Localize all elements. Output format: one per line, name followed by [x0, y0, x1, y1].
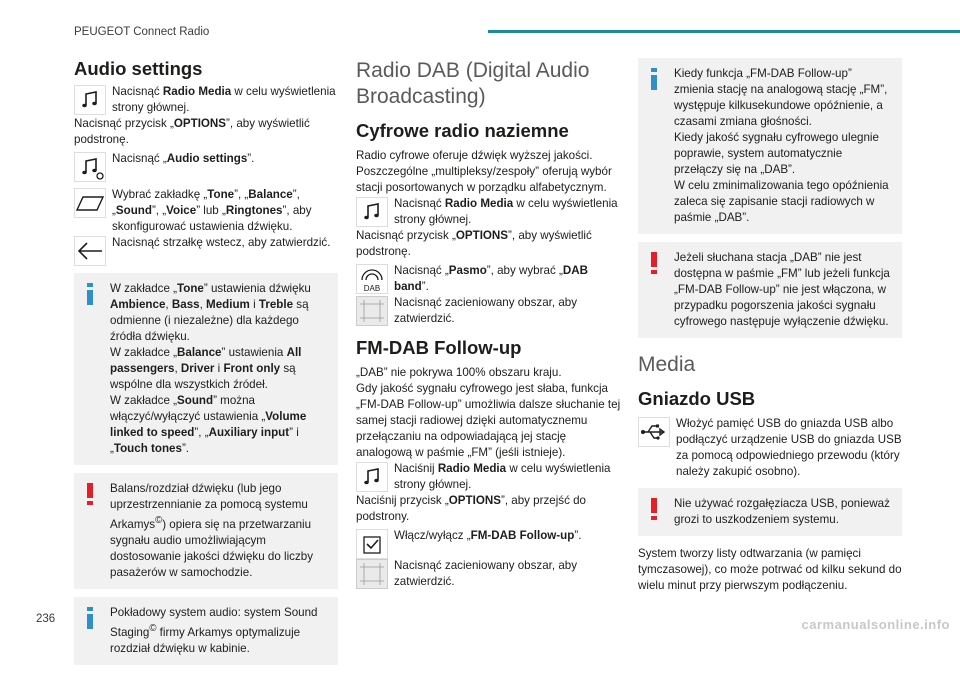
step-select-tab: Wybrać zakładkę „Tone”, „Balance”, „Sound”, „Voice” lub „Ringtones”, aby skonfigurować ustawienia dźwięku. — [74, 187, 338, 235]
step-radio-media: Nacisnąć Radio Media w celu wyświetlenia strony głównej. — [74, 84, 338, 116]
music-note-icon — [74, 85, 106, 115]
checkbox-icon — [356, 529, 388, 559]
shaded-area-icon — [356, 559, 388, 589]
page-number: 236 — [36, 613, 56, 625]
info-icon — [84, 607, 98, 629]
usb-icon — [638, 417, 670, 447]
step-band: DAB Nacisnąć „Pasmo”, aby wybrać „DAB band”. — [356, 263, 622, 295]
music-note-icon — [356, 197, 388, 227]
svg-text:DAB: DAB — [363, 284, 381, 293]
section-title-radio-dab: Radio DAB (Digital Audio Broadcasting) — [356, 59, 590, 108]
running-header: PEUGEOT Connect Radio — [74, 26, 210, 38]
info-note-fm-dab: Kiedy funkcja „FM-DAB Follow-up” zmienia stację na analogową stację „FM”, występuje kilkusekundowe opóźnienie, a czasami zmiana głośności. Kiedy jakość sygnału cyfrowego ulegnie poprawie, system automatycznie przełączy się na „DAB”. W celu zminimalizowania tego opóźnienia zaleca się zapisanie stacji radiowych w paśmie „DAB”. — [638, 58, 902, 234]
step-toggle-fm-dab: Włącz/wyłącz „FM-DAB Follow-up”. — [356, 528, 622, 558]
warning-note-usb-hub: Nie używać rozgałęziacza USB, ponieważ grozi to uszkodzeniem systemu. — [638, 488, 902, 536]
header-accent-bar — [488, 30, 960, 33]
step-confirm-2: Nacisnąć zacieniowany obszar, aby zatwierdzić. — [356, 558, 622, 590]
step-back-arrow: Nacisnąć strzałkę wstecz, aby zatwierdzić. — [74, 235, 338, 265]
shaded-area-icon — [356, 296, 388, 326]
back-arrow-icon — [74, 236, 106, 266]
warning-icon — [648, 252, 662, 274]
step-confirm: Nacisnąć zacieniowany obszar, aby zatwierdzić. — [356, 295, 622, 327]
subsection-title-fm-dab: FM-DAB Follow-up — [356, 337, 522, 358]
warning-icon — [648, 498, 662, 520]
step-radio-media-2: Naciśnij Radio Media w celu wyświetlenia strony głównej. — [356, 461, 622, 493]
dab-radio-icon — [356, 264, 388, 294]
section-title-audio-settings: Audio settings — [74, 58, 203, 79]
subsection-title-digital-radio: Cyfrowe radio naziemne — [356, 120, 569, 141]
step-audio-settings: Nacisnąć „Audio settings”. — [74, 151, 338, 181]
tab-icon — [74, 188, 106, 218]
info-note-sound-staging: Pokładowy system audio: system Sound Staging© firmy Arkamys optymalizuje rozdział dźwięku w kabinie. — [74, 597, 338, 665]
section-title-media: Media — [638, 353, 696, 376]
column-audio-settings: Audio settings Nacisnąć Radio Media w celu wyświetlenia strony głównej. Nacisnąć przycisk „OPTIONS”, aby wyświetlić podstronę. Nacisnąć „Audio settings”. Wybrać zakładkę „Tone”, „Balance”, „Sound”, „Voice” lub „Ringtones”, aby skonfigurować ustawienia dźwięku. Nacisnąć strzałkę wstecz, aby zatwierdzić. W zakładce „Tone” ustawienia dźwięku Ambience, Bass, Medium i Treble są odmienne (i niezależne) dla każdego źródła dźwięku. W zakładce „Balance” ustawienia All passengers, Driver i Front only są wspólne dla wszystkich źródeł. W zakładce „Sound” można włączyć/wyłączyć ustawienia „Volume linked to speed”, „Auxiliary input” i „Touch tones”. Balans/rozdział dźwięku (lub jego uprzestrzennianie za pomocą systemu Arkamys©) opiera się na przetwarzaniu sygnału audio umożliwiającym dostosowanie jakości dźwięku do liczby pasażerów w samochodzie. Pokładowy system audio: system Sound Staging© firmy Arkamys optymalizuje rozdział dźwięku w kabinie. — [74, 58, 338, 673]
music-settings-icon — [74, 152, 106, 182]
info-icon — [648, 68, 662, 90]
warning-icon — [84, 483, 98, 505]
warning-note-balance: Balans/rozdział dźwięku (lub jego uprzestrzennianie za pomocą systemu Arkamys©) opiera się na przetwarzaniu sygnału audio umożliwiającym dostosowanie jakości dźwięku do liczby pasażerów w samochodzie. — [74, 473, 338, 589]
info-note-tone: W zakładce „Tone” ustawienia dźwięku Ambience, Bass, Medium i Treble są odmienne (i niezależne) dla każdego źródła dźwięku. W zakładce „Balance” ustawienia All passengers, Driver i Front only są wspólne dla wszystkich źródeł. W zakładce „Sound” można włączyć/wyłączyć ustawienia „Volume linked to speed”, „Auxiliary input” i „Touch tones”. — [74, 273, 338, 465]
watermark: carmanualsonline.info — [801, 617, 950, 632]
subsection-title-usb: Gniazdo USB — [638, 388, 756, 409]
music-note-icon — [356, 462, 388, 492]
column-media: Kiedy funkcja „FM-DAB Follow-up” zmienia stację na analogową stację „FM”, występuje kilkusekundowe opóźnienie, a czasami zmiana głośności. Kiedy jakość sygnału cyfrowego ulegnie poprawie, system automatycznie przełączy się na „DAB”. W celu zminimalizowania tego opóźnienia zaleca się zapisanie stacji radiowych w paśmie „DAB”. Jeżeli słuchana stacja „DAB” nie jest dostępna w paśmie „FM” lub jeżeli funkcja „FM-DAB Follow-up” nie jest włączona, w przypadku pogorszenia jakości sygnału cyfrowego następuje wyłączenie dźwięku. Media Gniazdo USB Włożyć pamięć USB do gniazda USB albo podłączyć urządzenie USB do gniazda USB za pomocą odpowiedniego przewodu (który należy zakupić osobno). Nie używać rozgałęziacza USB, ponieważ grozi to uszkodzeniem systemu. System tworzy listy odtwarzania (w pamięci tymczasowej), co może potrwać od kilku sekund do wielu minut przy pierwszym podłączeniu. — [638, 58, 902, 594]
step-radio-media: Nacisnąć Radio Media w celu wyświetlenia strony głównej. — [356, 196, 622, 228]
column-radio-dab: Radio DAB (Digital Audio Broadcasting) Cyfrowe radio naziemne Radio cyfrowe oferuje dźwięk wyższej jakości. Poszczególne „multipleksy/zespoły” oferują wybór stacji posortowanych w porządku alfabetycznym. Nacisnąć Radio Media w celu wyświetlenia strony głównej. Nacisnąć przycisk „OPTIONS”, aby wyświetlić podstronę. DAB Nacisnąć „Pasmo”, aby wybrać „DAB band”. Nacisnąć zacieniowany obszar, aby zatwierdzić. FM-DAB Follow-up „DAB” nie pokrywa 100% obszaru kraju. Gdy jakość sygnału cyfrowego jest słaba, funkcja „FM-DAB Follow-up” umożliwia dalsze słuchanie tej samej stacji radiowej dzięki automatycznemu przełączaniu na odpowiadającą jej stację analogową w paśmie „FM” (jeśli istnieje). Naciśnij Radio Media w celu wyświetlenia strony głównej. Naciśnij przycisk „OPTIONS”, aby przejść do podstrony. Włącz/wyłącz „FM-DAB Follow-up”. Nacisnąć zacieniowany obszar, aby zatwierdzić. — [356, 59, 621, 588]
info-icon — [84, 283, 98, 305]
warning-note-dab: Jeżeli słuchana stacja „DAB” nie jest dostępna w paśmie „FM” lub jeżeli funkcja „FM-DAB Follow-up” nie jest włączona, w przypadku pogorszenia jakości sygnału cyfrowego następuje wyłączenie dźwięku. — [638, 242, 902, 338]
step-usb: Włożyć pamięć USB do gniazda USB albo podłączyć urządzenie USB do gniazda USB za pomocą odpowiedniego przewodu (który należy zakupić osobno). — [638, 416, 902, 480]
